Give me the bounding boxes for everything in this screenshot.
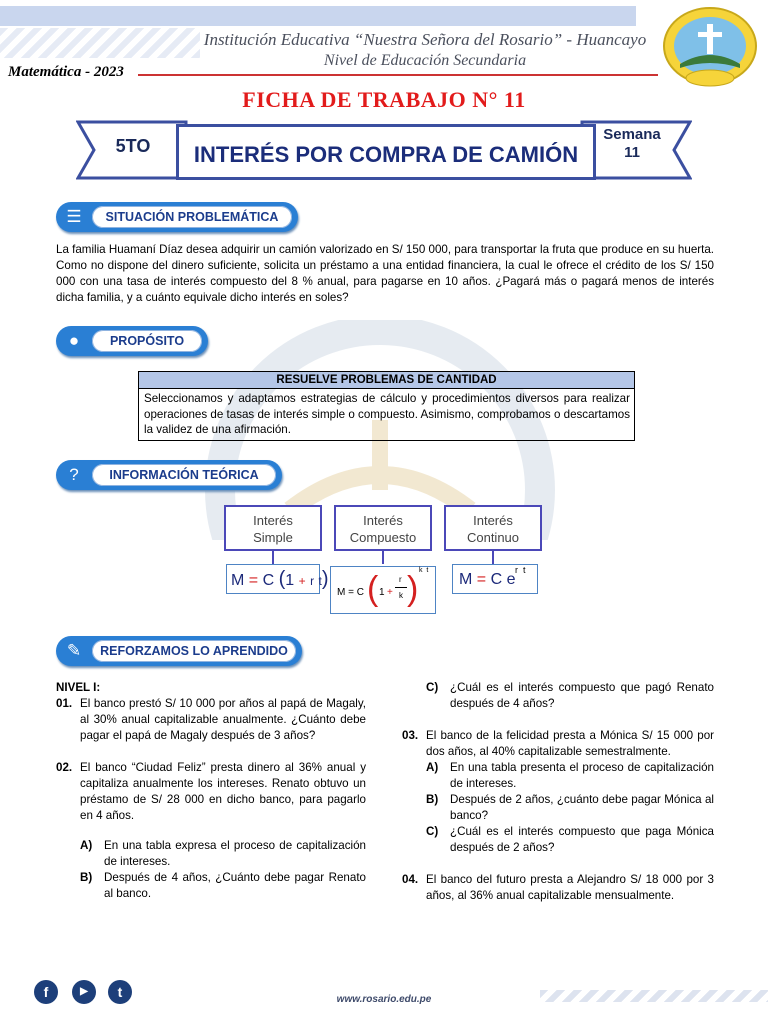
exercise-03-b [402, 792, 714, 824]
exercise-number: 01. [56, 697, 73, 710]
formula-exponent: k t [419, 567, 429, 574]
worksheet-title: FICHA DE TRABAJO N° 11 [242, 87, 526, 112]
section-proposito-label: PROPÓSITO [92, 330, 202, 352]
week-label [600, 126, 664, 162]
week-word: Semana [603, 126, 661, 143]
section-refuerzo [56, 636, 302, 666]
facebook-icon[interactable]: f [34, 980, 58, 1004]
exercise-text: El banco “Ciudad Feliz” presta dinero al 36% anual y capitaliza anualmente los intereses. Renato obtuvo un préstamo de S/ 28 000 en dicho banco, para pagarlo en 4 años. [80, 761, 366, 822]
book-icon: ☰ [66, 207, 82, 226]
box-line: Interés [363, 513, 403, 528]
option-text: ¿Cuál es el interés compuesto que paga Mónica después de 2 años? [450, 825, 714, 854]
option-letter: B) [426, 793, 439, 806]
option-text: Después de 4 años, ¿Cuánto debe pagar Renato al banco. [104, 871, 366, 900]
formula-symbol: C [490, 571, 503, 588]
box-interes-simple [224, 505, 322, 551]
formula-symbol: C [356, 587, 364, 598]
option-letter: C) [426, 681, 439, 694]
main-title-box [176, 124, 596, 180]
formula-compuesto: M = C ( 1 + r k ) k t [330, 566, 436, 614]
question-icon: ? [69, 465, 79, 484]
section-info-label: INFORMACIÓN TEÓRICA [92, 464, 276, 486]
formula-symbol: = [476, 571, 487, 588]
exercise-number: 04. [402, 873, 419, 886]
exercise-01 [56, 696, 366, 744]
education-level: Nivel de Educación Secundaria [323, 52, 527, 69]
formula-continuo [452, 564, 538, 594]
exercise-02-a [56, 838, 366, 870]
box-line: Compuesto [349, 530, 417, 545]
box-interes-continuo [444, 505, 542, 551]
formula-symbol: M [231, 572, 245, 589]
box-interes-compuesto [334, 505, 432, 551]
subject-year: Matemática - 2023 [8, 64, 124, 80]
section-info [56, 460, 282, 490]
header-pattern [0, 28, 200, 58]
formula-exponent: r t [515, 565, 526, 575]
option-text: En una tabla expresa el proceso de capitalización de intereses. [104, 839, 366, 868]
school-logo [660, 6, 760, 90]
week-number: 11 [624, 144, 640, 161]
box-line: Interés [253, 513, 293, 528]
exercise-02-c [402, 680, 714, 712]
formula-symbol: = [248, 572, 259, 589]
section-situacion-label: SITUACIÓN PROBLEMÁTICA [92, 206, 292, 228]
exercise-number: 03. [402, 729, 419, 742]
section-proposito [56, 326, 208, 356]
exercise-number: 02. [56, 761, 73, 774]
exercise-text: El banco prestó S/ 10 000 por años al papá de Magaly, al 30% anual capitalizable anualmente. ¿Cuánto debe pagar el papá de Magaly después de 3 años? [80, 697, 366, 742]
situation-text: La familia Huamaní Díaz desea adquirir un camión valorizado en S/ 150 000, para transportar la fruta que produce en su huerta. Como no dispone del dinero suficiente, solicita un préstamo a una entidad financiera, la cual le ofrece el crédito de los S/ 150 000 con una tasa de interés compuesto del 8 % anual, para pagarse en 10 años. ¿Pagará más o pagará menos de interés dicha familia, y a cuánto equivale dicho interés en soles? [56, 243, 715, 304]
level-heading: NIVEL I: [56, 681, 101, 694]
formula-symbol: + [298, 574, 306, 588]
exercise-02 [56, 760, 366, 824]
formula-symbol: r [399, 575, 402, 584]
formula-symbol: C [262, 572, 275, 589]
exercise-03 [402, 728, 714, 760]
option-text: En una tabla presenta el proceso de capitalización de intereses. [450, 761, 714, 790]
option-letter: C) [426, 825, 439, 838]
box-line: Simple [253, 530, 293, 545]
twitter-icon[interactable]: t [108, 980, 132, 1004]
exercise-03-c [402, 824, 714, 856]
formula-symbol: t [318, 574, 322, 588]
exercise-04 [402, 872, 714, 904]
formula-simple: M = C (1 + r t) [226, 564, 320, 594]
box-line: Continuo [466, 530, 520, 545]
formula-symbol: e [506, 571, 516, 588]
section-situacion [56, 202, 298, 232]
fraction-bar [395, 587, 407, 588]
exercise-03-a [402, 760, 714, 792]
formula-symbol: M [459, 571, 473, 588]
option-text: ¿Cuál es el interés compuesto que pagó Renato después de 4 años? [450, 681, 714, 710]
exercise-02-b [56, 870, 366, 902]
formula-symbol: = [348, 587, 354, 598]
section-refuerzo-label: REFORZAMOS LO APRENDIDO [92, 640, 296, 662]
formula-symbol: 1 [379, 587, 385, 598]
grade-label: 5TO [115, 136, 151, 156]
header-band [0, 6, 636, 26]
purpose-body: Seleccionamos y adaptamos estrategias de cálculo y procedimientos diversos para realizar operaciones de tasas de interés simple o compuesto. Asimismo, comprobamos o descartamos la validez de una afirmación. [144, 392, 630, 436]
youtube-icon[interactable]: ▶ [72, 980, 96, 1004]
exercises-left [56, 680, 366, 902]
formula-symbol: + [387, 587, 393, 598]
option-text: Después de 2 años, ¿cuánto debe pagar Mónica al banco? [450, 793, 714, 822]
exercise-text: El banco de la felicidad presta a Mónica S/ 15 000 por dos años, al 40% capitalizable semestralmente. [426, 729, 714, 758]
purpose-heading: RESUELVE PROBLEMAS DE CANTIDAD [139, 372, 634, 389]
option-letter: A) [426, 761, 439, 774]
exercises-right [402, 680, 714, 904]
header-divider [138, 74, 658, 76]
purpose-table [138, 371, 635, 441]
main-title: INTERÉS POR COMPRA DE CAMIÓN [193, 142, 579, 167]
box-line: Interés [473, 513, 513, 528]
website-link[interactable]: www.rosario.edu.pe [336, 994, 432, 1005]
formula-symbol: r [310, 574, 315, 588]
formula-symbol: M [337, 587, 346, 598]
person-icon: ● [68, 331, 80, 350]
option-letter: A) [80, 839, 93, 852]
formula-symbol: k [399, 591, 403, 600]
formula-symbol: 1 [285, 572, 295, 589]
option-letter: B) [80, 871, 93, 884]
institution-name: Institución Educativa “Nuestra Señora del Rosario” - Huancayo [203, 30, 647, 49]
exercise-text: El banco del futuro presta a Alejandro S/ 18 000 por 3 años, al 36% anual capitalizable mensualmente. [426, 873, 714, 902]
hand-pencil-icon: ✎ [66, 641, 82, 660]
